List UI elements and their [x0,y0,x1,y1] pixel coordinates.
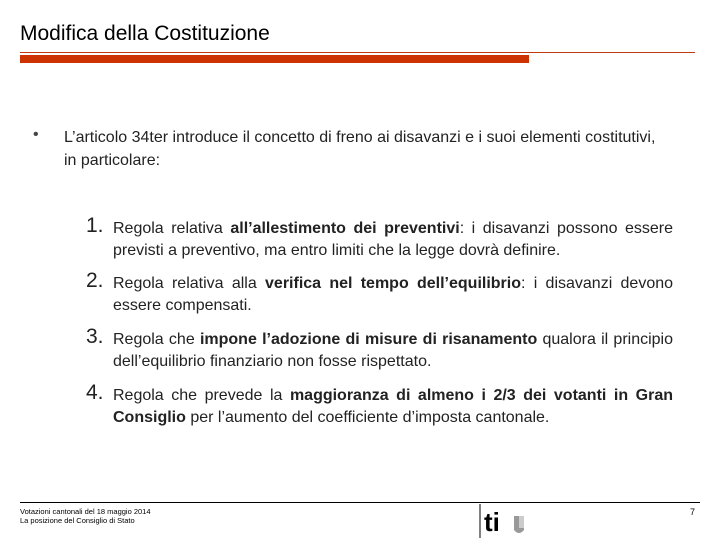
item-text-pre: Regola che [113,331,200,348]
item-text-bold: all’allestimento dei preventivi [230,220,460,237]
footer-caption [20,507,151,525]
item-text-post: per l’aumento del coefficiente d’imposta cantonale. [185,409,550,426]
footer-divider-line [20,502,700,503]
list-item-number: 2. [86,269,104,292]
list-item-text [113,218,673,262]
list-item-number: 1. [86,214,104,237]
item-text-pre: Regola relativa [113,220,231,237]
item-text-post: qualora il principio dell’equilibrio finanziario non fosse rispettato. [113,331,673,370]
item-text-bold: maggioranza di almeno i 2/3 dei votanti in Gran Consiglio [113,387,673,426]
slide-title: Modifica della Costituzione [20,22,270,45]
list-item-text [113,385,673,429]
list-item-text [113,273,673,317]
canton-shield-icon [514,516,524,533]
item-text-post: : i disavanzi possono essere previsti a preventivo, ma entro limiti che la legge dovrà definire. [113,220,674,259]
title-divider-line [20,52,695,53]
bullet-marker: • [33,126,39,143]
item-text-pre: Regola relativa alla [113,275,266,292]
logo-text: ti [484,507,500,537]
item-text-post: : i disavanzi devono essere compensati. [113,275,674,314]
item-text-pre: Regola che prevede la [113,387,290,404]
item-text-bold: verifica nel tempo dell’equilibrio [265,275,521,292]
list-item-text [113,329,673,373]
footer-line-1: Votazioni cantonali del 18 maggio 2014 [20,507,151,516]
page-number: 7 [690,507,696,517]
list-item-number: 4. [86,381,104,404]
list-item-number: 3. [86,325,104,348]
title-accent-bar [20,55,529,63]
canton-ticino-logo [478,504,528,538]
footer-line-2: La posizione del Consiglio di Stato [20,516,135,525]
item-text-bold: impone l’adozione di misure di risanamento [199,331,538,348]
intro-paragraph: L’articolo 34ter introduce il concetto di freno ai disavanzi e i suoi elementi costitutivi, in particolare: [64,129,656,169]
